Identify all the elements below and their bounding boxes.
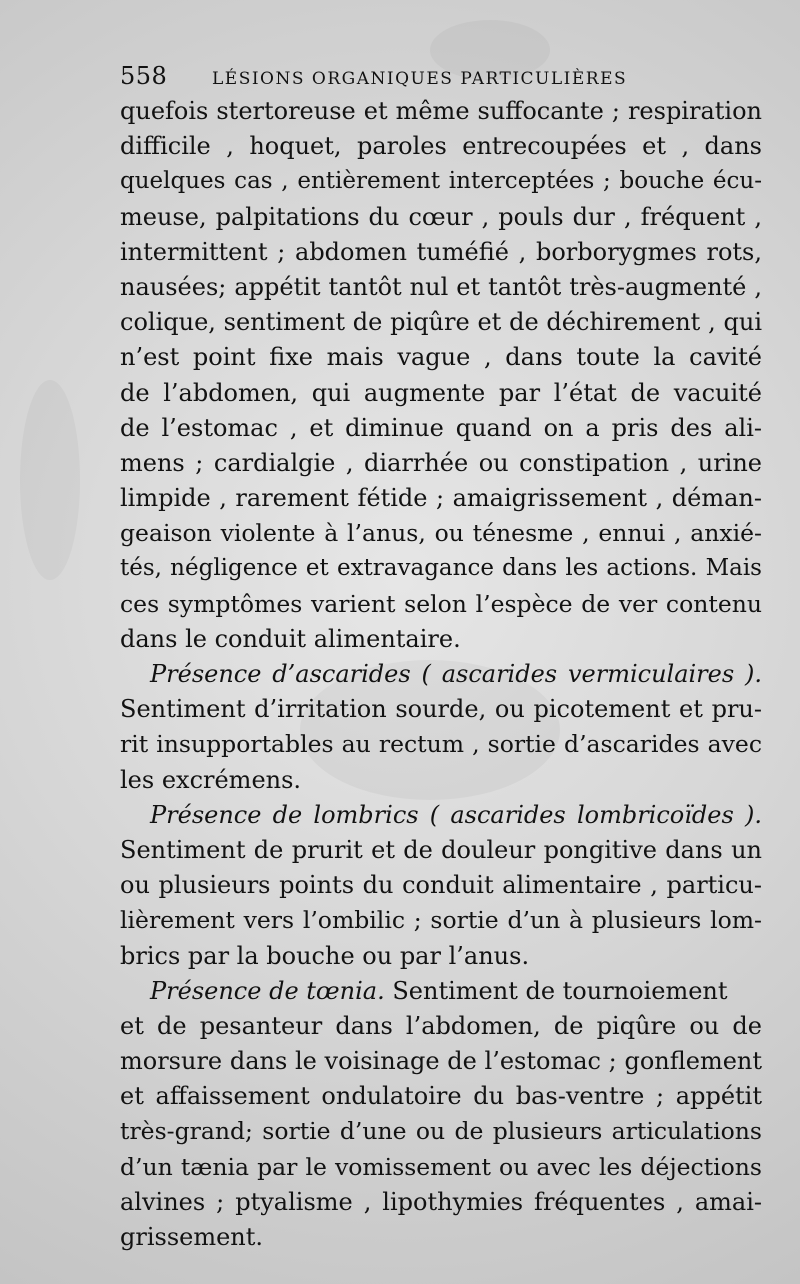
text-line: quefois stertoreuse et même suffocante ; respiration (120, 97, 762, 125)
section-heading (120, 974, 762, 1009)
text-line: nausées; appétit tantôt nul et tantôt très-augmenté , (120, 272, 762, 301)
text-line: intermittent ; abdomen tuméfié , borborygmes rots, (120, 237, 762, 266)
paper-stain (20, 380, 80, 580)
heading-lombrics: Présence de lombrics ( ascarides lombricoïdes ). (150, 800, 762, 829)
page-content (120, 62, 762, 1255)
text-line: limpide , rarement fétide ; amaigrissement , déman- (120, 484, 762, 513)
text-line: Sentiment d’irritation sourde, ou picotement et pru- (120, 695, 762, 724)
text-line: d’un tænia par le vomissement ou avec les déjections (120, 1152, 762, 1181)
text-line: colique, sentiment de piqûre et de déchirement , qui (120, 308, 762, 337)
heading-continuation: Sentiment de tournoiement (384, 976, 728, 1005)
paragraph-taenia (120, 974, 762, 1256)
text-line: ou plusieurs points du conduit alimentaire , particu- (120, 871, 762, 900)
text-line: lièrement vers l’ombilic ; sortie d’un à plusieurs lom- (120, 906, 762, 935)
paragraph-ascarides (120, 657, 762, 798)
text-line: Sentiment de prurit et de douleur pongitive dans un (120, 835, 762, 864)
heading-taenia: Présence de tœnia. (150, 976, 385, 1005)
text-line: n’est point fixe mais vague , dans toute la cavité (120, 343, 762, 372)
page-number: 558 (120, 62, 168, 90)
text-line: morsure dans le voisinage de l’estomac ; gonflement (120, 1047, 762, 1076)
text-line: très-grand; sortie d’une ou de plusieurs articulations (120, 1117, 762, 1146)
heading-ascarides: Présence d’ascarides ( ascarides vermiculaires ). (150, 660, 762, 688)
text-line: quelques cas , entièrement interceptées ; bouche écu- (120, 168, 762, 195)
text-line: ces symptômes varient selon l’espèce de ver contenu (120, 589, 762, 618)
text-line: de l’abdomen, qui augmente par l’état de vacuité (120, 378, 762, 407)
text-line: meuse, palpitations du cœur , pouls dur , fréquent , (120, 202, 762, 231)
page-header (120, 62, 762, 90)
text-line: mens ; cardialgie , diarrhée ou constipation , urine (120, 448, 762, 477)
text-line: de l’estomac , et diminue quand on a pris des ali- (120, 413, 762, 442)
section-heading (120, 657, 762, 692)
text-line: brics par la bouche ou par l’anus. (120, 941, 530, 970)
text-line: alvines ; ptyalisme , lipothymies fréquentes , amai- (120, 1187, 762, 1216)
text-line: et affaissement ondulatoire du bas-ventre ; appétit (120, 1082, 762, 1111)
text-line: tés, négligence et extravagance dans les actions. Mais (120, 555, 762, 582)
text-line: grissement. (120, 1223, 264, 1251)
text-line: rit insupportables au rectum , sortie d’ascarides avec (120, 730, 762, 759)
paragraph-symptoms (120, 94, 762, 657)
text-line: geaison violente à l’anus, ou ténesme , ennui , anxié- (120, 519, 762, 548)
paragraph-lombrics (120, 798, 762, 974)
running-head: LÉSIONS ORGANIQUES PARTICULIÈRES (212, 69, 628, 89)
text-line: dans le conduit alimentaire. (120, 624, 461, 653)
text-line: les excrémens. (120, 765, 302, 794)
text-line: difficile , hoquet, paroles entrecoupées et , dans (120, 132, 762, 161)
text-line: et de pesanteur dans l’abdomen, de piqûre ou de (120, 1011, 762, 1040)
section-heading (120, 798, 762, 833)
